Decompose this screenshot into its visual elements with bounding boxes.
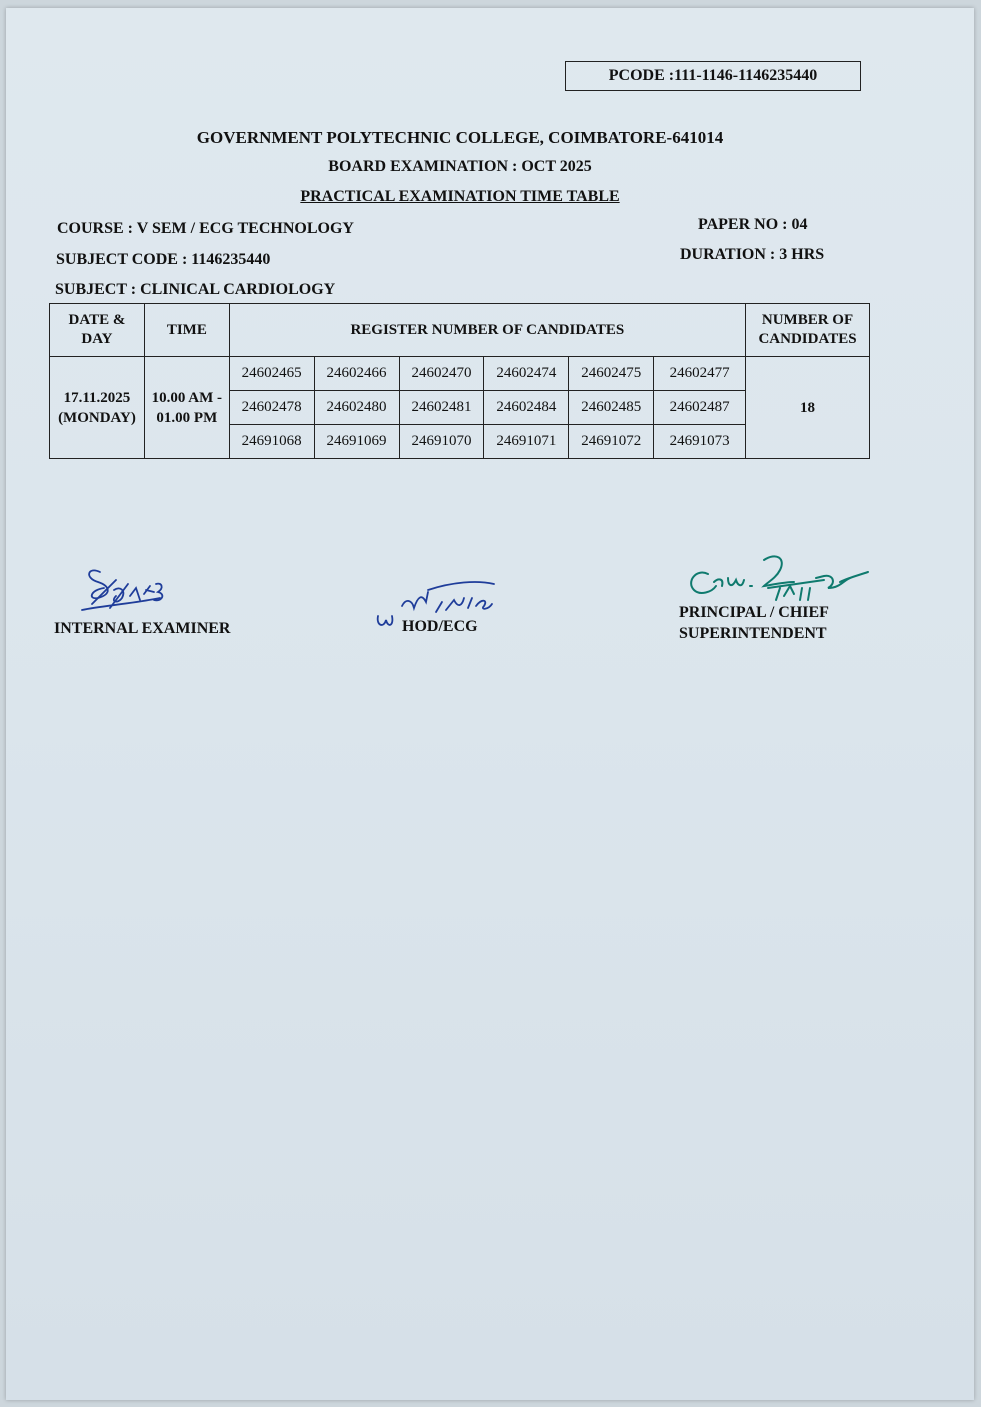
college-name: GOVERNMENT POLYTECHNIC COLLEGE, COIMBATORE-641014: [196, 128, 724, 147]
register-number-cell: 24602478: [229, 391, 314, 425]
table-header-row: [50, 304, 870, 357]
header-time: TIME: [144, 304, 229, 357]
register-number-cell: 24602466: [314, 357, 399, 391]
header-number-of-candidates: NUMBER OF CANDIDATES: [746, 304, 870, 357]
register-number-cell: 24691068: [229, 425, 314, 459]
time-cell: 10.00 AM - 01.00 PM: [144, 357, 229, 459]
candidate-count-cell: 18: [746, 357, 870, 459]
register-number-cell: 24691070: [399, 425, 484, 459]
register-number-cell: 24602470: [399, 357, 484, 391]
register-number-cell: 24602475: [569, 357, 654, 391]
register-number-cell: 24602487: [654, 391, 746, 425]
register-number-cell: 24602474: [484, 357, 569, 391]
register-number-cell: 24691072: [569, 425, 654, 459]
register-number-cell: 24691073: [654, 425, 746, 459]
course-label: COURSE : V SEM / ECG TECHNOLOGY: [57, 220, 354, 237]
date-cell: 17.11.2025 (MONDAY): [50, 357, 145, 459]
paper-no-label: PAPER NO : 04: [698, 216, 808, 233]
header-register-numbers: REGISTER NUMBER OF CANDIDATES: [229, 304, 745, 357]
internal-examiner-label: INTERNAL EXAMINER: [54, 620, 231, 637]
timetable: [49, 303, 870, 459]
table-row: [50, 357, 870, 391]
subject-label: SUBJECT : CLINICAL CARDIOLOGY: [55, 281, 336, 298]
header-date-day: DATE & DAY: [50, 304, 145, 357]
principal-label: PRINCIPAL / CHIEF SUPERINTENDENT: [679, 604, 829, 642]
pcode-box: PCODE :111-1146-1146235440: [565, 61, 861, 91]
register-number-cell: 24602480: [314, 391, 399, 425]
register-number-cell: 24602477: [654, 357, 746, 391]
exam-title: BOARD EXAMINATION : OCT 2025: [328, 158, 592, 175]
register-number-cell: 24602484: [484, 391, 569, 425]
register-number-cell: 24691071: [484, 425, 569, 459]
document-sheet: [6, 8, 974, 1400]
register-number-cell: 24602481: [399, 391, 484, 425]
timetable-title: PRACTICAL EXAMINATION TIME TABLE: [300, 188, 620, 205]
hod-label: HOD/ECG: [402, 618, 478, 635]
subject-code-label: SUBJECT CODE : 1146235440: [56, 251, 271, 268]
register-number-cell: 24602485: [569, 391, 654, 425]
duration-label: DURATION : 3 HRS: [680, 246, 825, 263]
register-number-cell: 24691069: [314, 425, 399, 459]
register-number-cell: 24602465: [229, 357, 314, 391]
